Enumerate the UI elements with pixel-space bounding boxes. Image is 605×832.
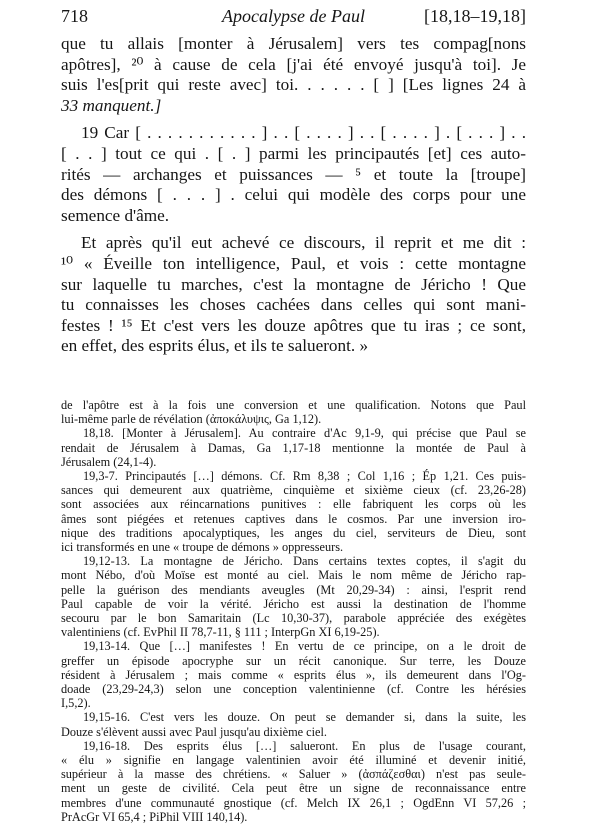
footnote-line: Douze s'élèvent aussi avec Paul jusqu'au dixième ciel.: [61, 724, 327, 739]
footnote-line: 19,16-18. Des esprits élus […] salueront. En plus de l'usage courant,: [83, 738, 526, 753]
footnote-line: 19,15-16. C'est vers les douze. On peut se demander si, dans la suite, les: [83, 710, 526, 725]
footnote-paragraph: [61, 710, 526, 738]
main-text: [61, 34, 526, 357]
footnote-line: lui-même parle de révélation (ἀποκάλυψις, Ga 1,12).: [61, 412, 322, 427]
running-header: [61, 6, 526, 30]
footnote-line: pelle la guérison des mendiants aveugles (Mt 20,29-34) : ainsi, l'esprit rend: [61, 582, 526, 597]
footnote-line: valentiniens (cf. EvPhil II 78,7-11, § 111 ; InterpGn XI 6,19-25).: [61, 625, 380, 640]
footnote-line: « élu » signifie en langage valentinien avoir été illuminé et devenir initié,: [61, 753, 526, 768]
text-line: que tu allais [monter à Jérusalem] vers tes compag[nons: [61, 34, 526, 53]
running-title: Apocalypse de Paul: [222, 6, 365, 26]
main-paragraph-2: [61, 123, 526, 226]
text-line: suis l'es[prit qui reste avec] toi. . . . . . [ ] [Les lignes 24 à: [61, 75, 526, 95]
footnote-line: 19,3-7. Principautés […] démons. Cf. Rm 8,38 ; Col 1,16 ; Ép 1,21. Ces puis-: [83, 469, 526, 484]
text-line: festes ! ¹⁵ Et c'est vers les douze apôtres que tu iras ; ce sont,: [61, 315, 526, 335]
text-line: semence d'âme.: [61, 205, 170, 225]
footnote-line: âmes sont piégées et retenues captives dans le cosmos. Par une inversion iro-: [61, 511, 526, 526]
text-line: [ . . ] tout ce qui . [ . ] parmi les principautés [et] ces auto-: [61, 143, 526, 163]
footnote-line: I,5,2).: [61, 696, 91, 711]
text-line: tu connaisses les choses cachées dans celles qui sont mani-: [61, 295, 526, 315]
text-line: 33 manquent.]: [61, 95, 162, 115]
footnotes: [61, 398, 526, 824]
footnote-line: sances qui demeurent aux quatrième, cinquième et sixième cieux (cf. 23,26-28): [61, 483, 526, 498]
footnote-paragraph: [61, 398, 526, 426]
footnote-line: secouru par le bon Samaritain (Lc 10,30-37), parabole appréciée des exégètes: [61, 611, 526, 626]
text-line: sur laquelle tu marches, c'est la montagne de Jéricho ! Que: [61, 274, 526, 294]
footnote-line: de l'apôtre est à la fois une conversion et une qualification. Notons que Paul: [61, 398, 526, 412]
section-range: [18,18–19,18]: [424, 6, 526, 26]
footnote-line: membres d'une communauté gnostique (cf. Melch IX 26,1 ; OgdEnn VI 57,26 ;: [61, 795, 526, 810]
footnote-line: rendait de Jérusalem à Damas, Ga 1,17-18 mentionne la montée de Paul à: [61, 440, 526, 455]
text-line: 19 Car [ . . . . . . . . . . . ] . . [ . . . . ] . . [ . . . . ] . [ . . . ] . .: [81, 123, 526, 143]
footnote-line: Jérusalem (24,1-4).: [61, 454, 157, 469]
footnote-line: greffer un épisode apocryphe sur un récit canonique. Sur terre, les Douze: [61, 653, 526, 668]
text-line: en effet, des esprits élus, et ils te salueront. »: [61, 336, 369, 356]
footnote-line: 19,13-14. Que […] manifestes ! En vertu de ce principe, on a le droit de: [83, 639, 526, 654]
footnote-paragraph: [61, 639, 526, 710]
footnote-line: mont Nébo, d'où Moïse est monté au ciel. Mais le nom même de Jéricho rap-: [61, 568, 526, 583]
main-paragraph-3: [61, 233, 526, 357]
footnote-line: 18,18. [Monter à Jérusalem]. Au contraire d'Ac 9,1-9, qui précise que Paul se: [83, 426, 526, 441]
footnote-line: ment un geste de civilité. Cela peut être un signe de reconnaissance entre: [61, 781, 526, 796]
text-line: ¹⁰ « Éveille ton intelligence, Paul, et vois : cette montagne: [61, 253, 526, 273]
footnote-line: sont associées aux réincarnations punitives : elle fabriquent les corps où les: [61, 497, 526, 512]
main-paragraph-1: [61, 34, 526, 116]
text-line: rités — archanges et puissances — ⁵ et toute la [troupe]: [61, 164, 526, 184]
footnote-line: PrAcGr VI 65,4 ; PiPhil VIII 140,14).: [61, 809, 248, 824]
footnote-paragraph: [61, 469, 526, 554]
footnote-line: doade (23,29-24,3) selon une conception valentinienne (cf. Contre les hérésies: [61, 682, 526, 697]
text-line: apôtres], ²⁰ à cause de cela [j'ai été envoyé jusqu'à toi]. Je: [61, 54, 526, 74]
footnote-line: 19,12-13. La montagne de Jéricho. Dans certains textes coptes, il s'agit du: [83, 554, 526, 569]
footnote-paragraph: [61, 739, 526, 824]
text-line: Et après qu'il eut achevé ce discours, il reprit et me dit :: [81, 233, 526, 253]
footnote-line: nique des traditions apocalyptiques, les anges du ciel, serviteurs de Dieu, sont: [61, 525, 526, 540]
page-number: 718: [61, 6, 88, 26]
text-line: des démons [ . . . ] . celui qui modèle des corps pour une: [61, 185, 526, 205]
footnote-line: Paul capable de voir la vérité. Jéricho est aussi la destination de l'homme: [61, 596, 526, 611]
footnote-paragraph: [61, 426, 526, 469]
footnote-line: résident à Jérusalem ; mais comme « esprits élus », ils demeurent dans l'Og-: [61, 667, 526, 682]
footnote-line: supérieur à la masse des chrétiens. « Saluer » (ἀσπάζεσθαι) n'est pas seule-: [61, 767, 526, 782]
footnote-line: ici transformés en une « troupe de démons » oppresseurs.: [61, 540, 344, 555]
footnote-paragraph: [61, 554, 526, 639]
